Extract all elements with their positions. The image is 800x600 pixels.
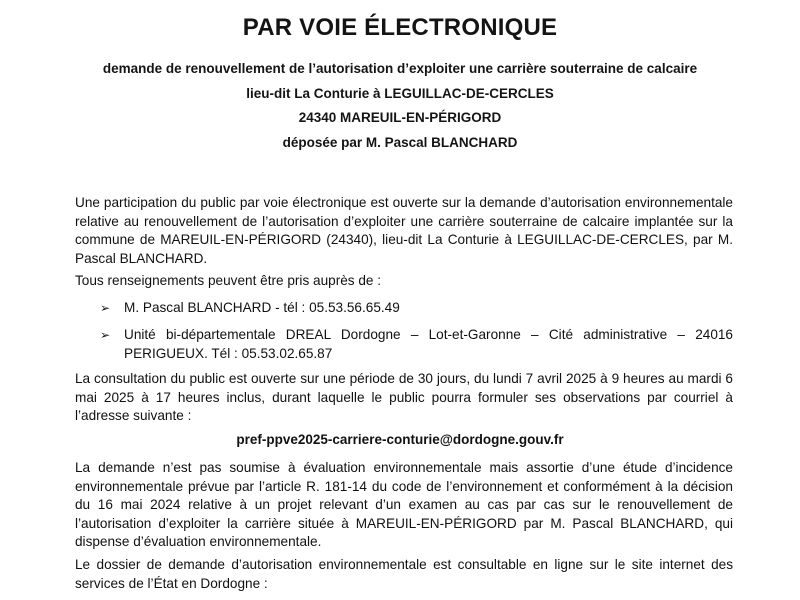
intro-paragraph: Une participation du public par voie électronique est ouverte sur la demande d’autorisation environnementale relative au renouvellement de l’autorisation d’exploiter une carrière souterraine de calcaire implantée sur la commune de MAREUIL-EN-PÉRIGORD (24340), lieu-dit La Conturie à LEGUILLAC-DE-CERCLES, par M. Pascal BLANCHARD. — [75, 195, 733, 266]
info-label: Tous renseignements peuvent être pris auprès de : — [75, 273, 382, 288]
arrow-bullet-icon: ➢ — [100, 301, 111, 315]
email-address[interactable]: pref-ppve2025-carriere-conturie@dordogne.gouv.fr — [236, 432, 564, 447]
subtitle-applicant: déposée par M. Pascal BLANCHARD — [282, 135, 518, 150]
consultation-paragraph: La consultation du public est ouverte sur une période de 30 jours, du lundi 7 avril 2025 à 9 heures au mardi 6 mai 2025 à 17 heures inclus, durant laquelle le public pourra formuler ses observations par courriel à l’adresse suivante : — [75, 371, 733, 423]
subtitle-commune: 24340 MAREUIL-EN-PÉRIGORD — [298, 110, 502, 125]
page-title: PAR VOIE ÉLECTRONIQUE — [242, 14, 558, 41]
contact-text: M. Pascal BLANCHARD - tél : 05.53.56.65.49 — [124, 300, 400, 315]
subtitle-request: demande de renouvellement de l’autorisation d’exploiter une carrière souterraine de calcaire — [102, 61, 698, 76]
arrow-bullet-icon: ➢ — [100, 328, 111, 342]
subtitle-location: lieu-dit La Conturie à LEGUILLAC-DE-CERCLES — [246, 86, 554, 101]
evaluation-paragraph: La demande n’est pas soumise à évaluation environnementale mais assortie d’une étude d’incidence environnementale prévue par l’article R. 181-14 du code de l’environnement et conformément à la décision du 16 mai 2024 relative à un projet relevant d’un examen au cas par cas sur le renouvellement de l’autorisation d’exploiter la carrière située à MAREUIL-EN-PÉRIGORD par M. Pascal BLANCHARD, qui dispense d’évaluation environnementale. — [75, 460, 733, 549]
contact-text: Unité bi-départementale DREAL Dordogne – Lot-et-Garonne – Cité administrative – 24016 PERIGUEUX. Tél : 05.53.02.65.87 — [124, 327, 733, 361]
dossier-paragraph: Le dossier de demande d’autorisation environnementale est consultable en ligne sur le site internet des services de l’État en Dordogne : — [75, 557, 733, 591]
